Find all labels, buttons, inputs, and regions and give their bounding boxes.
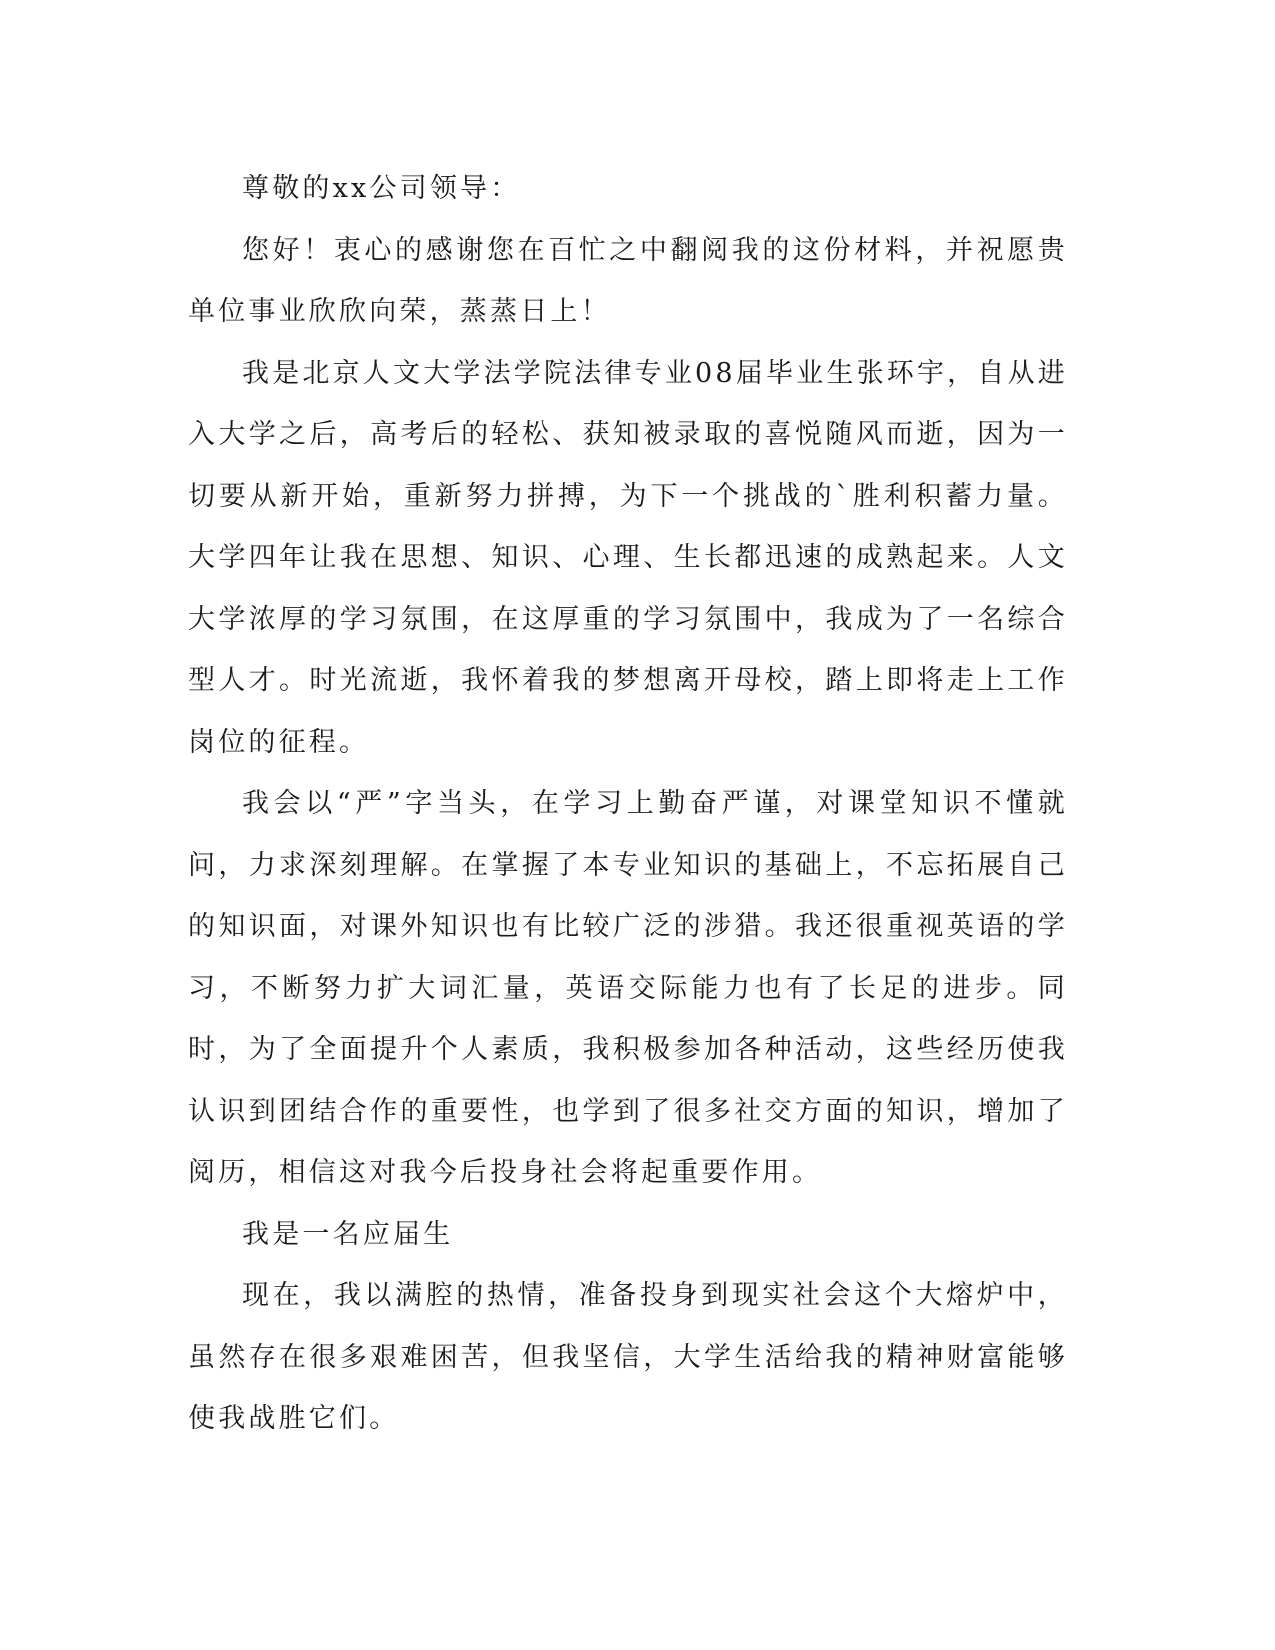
paragraph-introduction: 我是北京人文大学法学院法律专业08届毕业生张环宇，自从进入大学之后，高考后的轻松、获知被录取的喜悦随风而逝，因为一切要从新开始，重新努力拼搏，为下一个挑战的`胜利积蓄力量。大学四年让我在思想、知识、心理、生长都迅速的成熟起来。人文大学浓厚的学习氛围，在这厚重的学习氛围中，我成为了一名综合型人才。时光流逝，我怀着我的梦想离开母校，踏上即将走上工作岗位的征程。 [188,357,1068,758]
letter-body [188,158,1068,1450]
paragraph-study: 我会以“严”字当头，在学习上勤奋严谨，对课堂知识不懂就问，力求深刻理解。在掌握了本专业知识的基础上，不忘拓展自己的知识面，对课外知识也有比较广泛的涉猎。我还很重视英语的学习，不断努力扩大词汇量，英语交际能力也有了长足的进步。同时，为了全面提升个人素质，我积极参加各种活动，这些经历使我认识到团结合作的重要性，也学到了很多社交方面的知识，增加了阅历，相信这对我今后投身社会将起重要作用。 [188,788,1068,1188]
paragraph-greeting: 您好！衷心的感谢您在百忙之中翻阅我的这份材料，并祝愿贵单位事业欣欣向荣，蒸蒸日上！ [188,234,1068,327]
salutation: 尊敬的xx公司领导： [242,173,521,204]
paragraph-closing: 现在，我以满腔的热情，准备投身到现实社会这个大熔炉中，虽然存在很多艰难困苦，但我坚信，大学生活给我的精神财富能够使我战胜它们。 [188,1280,1068,1434]
paragraph-graduate: 我是一名应届生 [242,1218,454,1250]
